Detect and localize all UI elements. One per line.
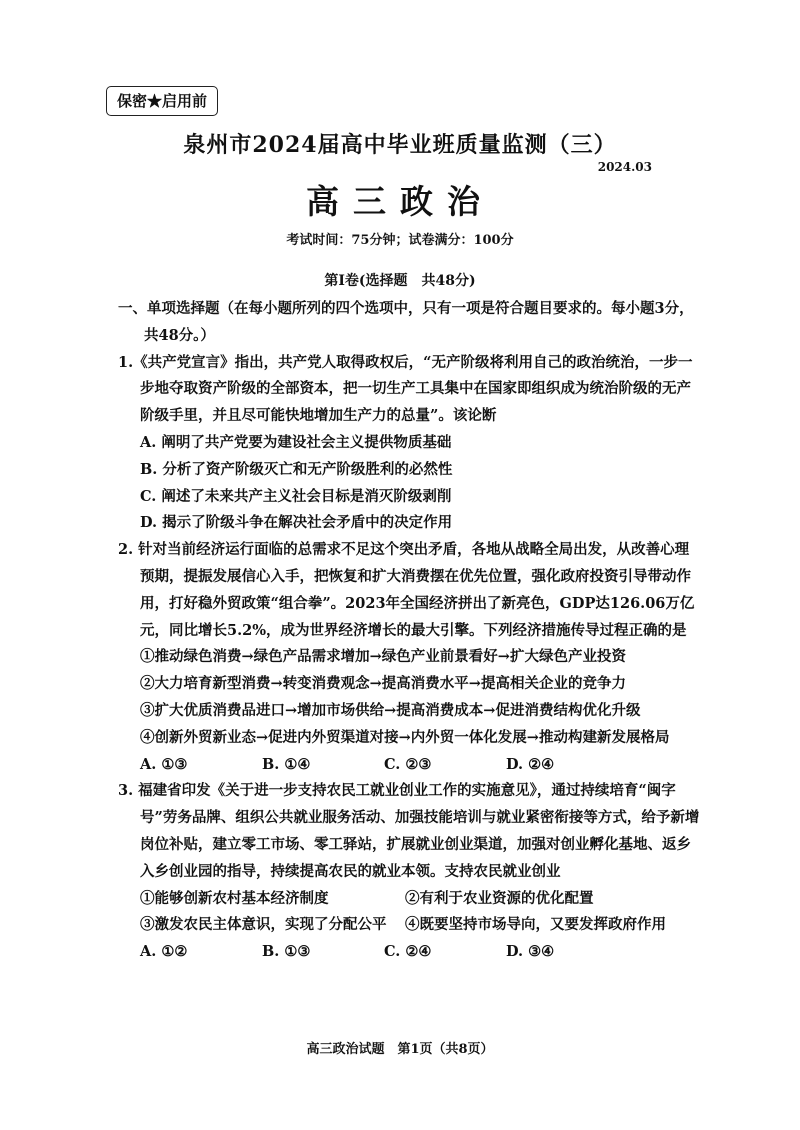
question-1 bbox=[118, 350, 703, 538]
answer-c: C. ②④ bbox=[384, 943, 432, 961]
answer-choices bbox=[118, 939, 703, 966]
statement-1: ①推动绿色消费→绿色产品需求增加→绿色产业前景看好→扩大绿色产业投资 bbox=[140, 648, 626, 666]
subject-title: 高三政治 bbox=[306, 182, 494, 221]
exam-info: 考试时间：75分钟；试卷满分：100分 bbox=[286, 233, 514, 248]
statement-2: ②大力培育新型消费→转变消费观念→提高消费水平→提高相关企业的竞争力 bbox=[140, 675, 626, 693]
answer-a: A. ①③ bbox=[140, 755, 188, 773]
statement-1: ①能够创新农村基本经济制度 bbox=[140, 889, 329, 907]
part-title: 第Ⅰ卷(选择题 共48分) bbox=[324, 273, 476, 289]
answer-a: A. ①② bbox=[140, 943, 188, 961]
answer-b: B. ①③ bbox=[262, 943, 311, 961]
statement-3: ③激发农民主体意识，实现了分配公平 bbox=[140, 916, 387, 934]
statement-3: ③扩大优质消费品进口→增加市场供给→提高消费成本→促进消费结构优化升级 bbox=[140, 701, 641, 719]
option-d: D. 揭示了阶级斗争在解决社会矛盾中的决定作用 bbox=[140, 514, 453, 532]
question-2 bbox=[118, 537, 703, 778]
answer-b: B. ①④ bbox=[262, 755, 311, 773]
exam-main-title: 泉州市2024届高中毕业班质量监测（三） bbox=[183, 132, 617, 158]
answer-d: D. ③④ bbox=[506, 943, 555, 961]
page-footer: 高三政治试题 第1页（共8页） bbox=[306, 1042, 494, 1057]
option-c: C. 阐述了未来共产主义社会目标是消灭阶级剥削 bbox=[140, 487, 452, 505]
answer-d: D. ②④ bbox=[506, 755, 555, 773]
question-3 bbox=[118, 778, 703, 966]
option-b: B. 分析了资产阶级灭亡和无产阶级胜利的必然性 bbox=[140, 460, 453, 478]
statement-4: ④既要坚持市场导向，又要发挥政府作用 bbox=[405, 916, 666, 934]
exam-date: 2024.03 bbox=[597, 160, 652, 174]
question-text: 2. 针对当前经济运行面临的总需求不足这个突出矛盾，各地从战略全局出发，从改善心理预期，提振发展信心入手，把恢复和扩大消费摆在优先位置，强化政府投资引导带动作用，打好稳外贸政策“组合拳”。2023年全国经济拼出了新亮色，GDP达126.06万亿元，同比增长5.2%，成为世界经济增长的最大引擎。下列经济措施传导过程正确的是 bbox=[118, 541, 695, 639]
question-content bbox=[118, 296, 703, 966]
confidential-stamp: 保密★启用前 bbox=[106, 86, 218, 116]
section-heading: 一、单项选择题（在每小题所列的四个选项中，只有一项是符合题目要求的。每小题3分，共48分。） bbox=[118, 300, 694, 344]
statement-2: ②有利于农业资源的优化配置 bbox=[405, 889, 594, 907]
statement-4: ④创新外贸新业态→促进内外贸渠道对接→内外贸一体化发展→推动构建新发展格局 bbox=[140, 728, 670, 746]
option-a: A. 阐明了共产党要为建设社会主义提供物质基础 bbox=[140, 433, 452, 451]
question-text: 1.《共产党宣言》指出，共产党人取得政权后，“无产阶级将利用自己的政治统治，一步一步地夺取资产阶级的全部资本，把一切生产工具集中在国家即组织成为统治阶级的无产阶级手里，并且尽可能快地增加生产力的总量”。该论断 bbox=[118, 353, 693, 425]
question-text: 3. 福建省印发《关于进一步支持农民工就业创业工作的实施意见》，通过持续培育“闽字号”劳务品牌、组织公共就业服务活动、加强技能培训与就业紧密衔接等方式，给予新增岗位补贴，建立零工市场、零工驿站，扩展就业创业渠道，加强对创业孵化基地、返乡入乡创业园的指导，持续提高农民的就业本领。支持农民就业创业 bbox=[118, 782, 700, 880]
statement-grid bbox=[118, 886, 703, 940]
answer-c: C. ②③ bbox=[384, 755, 432, 773]
answer-choices bbox=[118, 752, 703, 779]
